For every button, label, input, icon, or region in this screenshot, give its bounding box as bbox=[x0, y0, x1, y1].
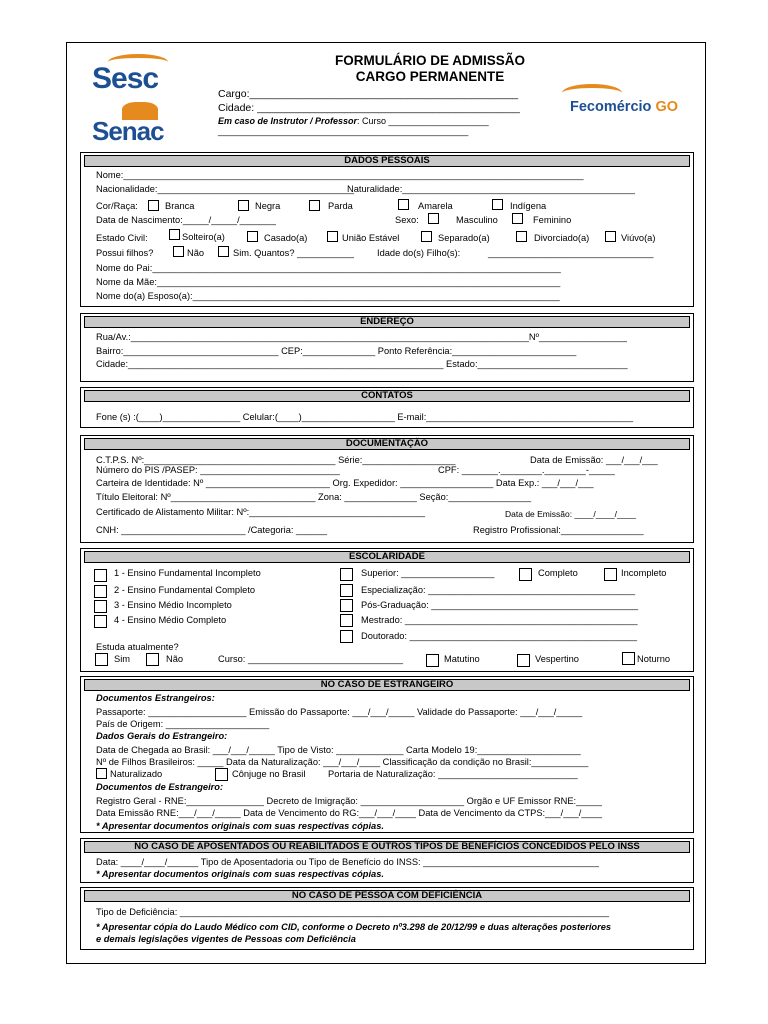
doutorado-checkbox[interactable] bbox=[340, 630, 353, 643]
matutino-label: Matutino bbox=[444, 654, 480, 664]
negra-checkbox[interactable] bbox=[238, 200, 249, 211]
naturalizado-label: Naturalizado bbox=[110, 769, 163, 779]
naturalidade-field[interactable]: Naturalidade:_____________________________________________ bbox=[347, 184, 635, 194]
sexo-label: Sexo: bbox=[395, 215, 419, 225]
medio-comp-label: 4 - Ensino Médio Completo bbox=[114, 615, 227, 625]
estado-civil-label: Estado Civil: bbox=[96, 233, 148, 243]
divorciado-label: Divorciado(a) bbox=[534, 233, 590, 243]
cidade-estado-field[interactable]: Cidade:_____________________________________________________________ Estado:_____________________________ bbox=[96, 359, 628, 369]
ctps-emissao-field[interactable]: Data de Emissão: ___/___/___ bbox=[530, 455, 658, 465]
section-header: DOCUMENTAÇÃO bbox=[84, 438, 690, 450]
filhos-nao-label: Não bbox=[187, 248, 205, 258]
completo-checkbox[interactable] bbox=[519, 568, 532, 581]
dados-gerais-heading: Dados Gerais do Estrangeiro: bbox=[96, 731, 228, 741]
pis-field[interactable]: Número do PIS /PASEP: ___________________________ bbox=[96, 465, 340, 475]
estuda-sim-checkbox[interactable] bbox=[95, 653, 108, 666]
militar-emissao-field[interactable]: Data de Emissão: ____/____/____ bbox=[505, 509, 636, 519]
portaria-field[interactable]: Portaria de Naturalização: ___________________________ bbox=[328, 769, 578, 779]
registro-field[interactable]: Registro Profissional:________________ bbox=[473, 525, 644, 535]
medio-inc-label: 3 - Ensino Médio Incompleto bbox=[114, 600, 232, 610]
viuvo-checkbox[interactable] bbox=[605, 231, 616, 242]
sesc-swoosh bbox=[108, 54, 168, 70]
feminino-label: Feminino bbox=[533, 215, 572, 225]
section-header: ENDEREÇO bbox=[84, 316, 690, 328]
fund-inc-label: 1 - Ensino Fundamental Incompleto bbox=[114, 568, 261, 578]
solteiro-label: Solteiro(a) bbox=[182, 232, 225, 242]
negra-label: Negra bbox=[255, 201, 281, 211]
chegada-field[interactable]: Data de Chegada ao Brasil: ___/___/_____ Tipo de Visto: _____________ Carta Modelo 19:____________________ bbox=[96, 745, 581, 755]
superior-field[interactable]: Superior: __________________ bbox=[361, 568, 495, 578]
conjuge-label: Cônjuge no Brasil bbox=[232, 769, 306, 779]
parda-label: Parda bbox=[328, 201, 353, 211]
branca-label: Branca bbox=[165, 201, 195, 211]
senac-logo: Senac bbox=[92, 116, 164, 146]
conjuge-checkbox[interactable] bbox=[215, 768, 228, 781]
instrutor-field[interactable]: Em caso de Instrutor / Professor: Curso ____________________ bbox=[218, 116, 489, 126]
amarela-label: Amarela bbox=[418, 201, 453, 211]
section-header: NO CASO DE ESTRANGEIRO bbox=[84, 679, 690, 691]
section-header: CONTATOS bbox=[84, 390, 690, 402]
fund-comp-label: 2 - Ensino Fundamental Completo bbox=[114, 585, 256, 595]
indigena-label: Indígena bbox=[510, 201, 547, 211]
passaporte-field[interactable]: Passaporte: ___________________ Emissão do Passaporte: ___/___/_____ Validade do Passaporte: ___/___/_____ bbox=[96, 707, 583, 717]
separado-checkbox[interactable] bbox=[421, 231, 432, 242]
fund-comp-checkbox[interactable] bbox=[94, 585, 107, 598]
section-header: DADOS PESSOAIS bbox=[84, 155, 690, 167]
nome-mae-field[interactable]: Nome da Mãe:______________________________________________________________________________ bbox=[96, 277, 561, 287]
rua-field[interactable]: Rua/Av.:_____________________________________________________________________________Nº_________________ bbox=[96, 332, 627, 342]
cnh-field[interactable]: CNH: ________________________ /Categoria: ______ bbox=[96, 525, 328, 535]
emissao-rne-field[interactable]: Data Emissão RNE:___/___/_____ Data de Vencimento do RG:___/___/____ Data de Vencimento da CTPS:___/___/____ bbox=[96, 808, 602, 818]
ctps-field[interactable]: C.T.P.S. Nº:_____________________________________ Série:__________________ bbox=[96, 455, 456, 465]
mestrado-field[interactable]: Mestrado: _____________________________________________ bbox=[361, 615, 638, 625]
divorciado-checkbox[interactable] bbox=[516, 231, 527, 242]
contatos-field[interactable]: Fone (s) :(____)_______________ Celular:(____)__________________ E-mail:________________________________________ bbox=[96, 412, 634, 422]
deficiencia-note-1: * Apresentar cópia do Laudo Médico com CID, conforme o Decreto nº3.298 de 20/12/99 e duas alterações posteriores bbox=[96, 922, 612, 932]
feminino-checkbox[interactable] bbox=[512, 213, 523, 224]
incompleto-label: Incompleto bbox=[621, 568, 667, 578]
noturno-checkbox[interactable] bbox=[622, 652, 635, 665]
nome-pai-field[interactable]: Nome do Pai:_______________________________________________________________________________ bbox=[96, 263, 561, 273]
medio-inc-checkbox[interactable] bbox=[94, 600, 107, 613]
fecomercio-logo: Fecomércio GO bbox=[570, 99, 678, 115]
nascimento-field[interactable]: Data de Nascimento:_____/_____/_______ bbox=[96, 215, 276, 225]
titulo-field[interactable]: Título Eleitoral: Nº____________________________ Zona: ______________ Seção:________________ bbox=[96, 492, 532, 502]
parda-checkbox[interactable] bbox=[309, 200, 320, 211]
vespertino-label: Vespertino bbox=[535, 654, 579, 664]
form-title: FORMULÁRIO DE ADMISSÃO bbox=[335, 53, 525, 68]
nacionalidade-field[interactable]: Nacionalidade:______________________________________ bbox=[96, 184, 354, 194]
estrangeiro-note: * Apresentar documentos originais com suas respectivas cópias. bbox=[96, 821, 384, 831]
filhos-sim-checkbox[interactable] bbox=[218, 246, 229, 257]
form-subtitle: CARGO PERMANENTE bbox=[355, 69, 505, 84]
cpf-field[interactable]: CPF: _______.________.________-_____ bbox=[438, 465, 615, 475]
aposentadoria-field[interactable]: Data: ____/____/______ Tipo de Aposentadoria ou Tipo de Benefício do INSS: __________________________________ bbox=[96, 857, 599, 867]
separado-label: Separado(a) bbox=[438, 233, 490, 243]
nome-esposo-field[interactable]: Nome do(a) Esposo(a):_______________________________________________________________________ bbox=[96, 291, 560, 301]
tipo-deficiencia-field[interactable]: Tipo de Deficiência: ___________________________________________________________________________________ bbox=[96, 907, 610, 917]
cargo-field[interactable]: Cargo:______________________________________________ bbox=[218, 88, 519, 100]
cor-raca-label: Cor/Raça: bbox=[96, 201, 138, 211]
rne-field[interactable]: Registro Geral - RNE:_______________ Decreto de Imigração: ____________________ Orgão e UF Emissor RNE:_____ bbox=[96, 796, 602, 806]
identidade-field[interactable]: Carteira de Identidade: Nº ________________________ Org. Expedidor: __________________ Data Exp.: ___/___/___ bbox=[96, 478, 594, 488]
pos-field[interactable]: Pós-Graduação: ________________________________________ bbox=[361, 600, 639, 610]
sim-quantos-field[interactable]: Sim. Quantos? ___________ bbox=[233, 248, 354, 258]
pos-checkbox[interactable] bbox=[340, 599, 353, 612]
casado-label: Casado(a) bbox=[264, 233, 308, 243]
matutino-checkbox[interactable] bbox=[426, 654, 439, 667]
militar-field[interactable]: Certificado de Alistamento Militar: Nº:__________________________________ bbox=[96, 507, 426, 517]
especializacao-field[interactable]: Especialização: ________________________________________ bbox=[361, 585, 635, 595]
uniao-checkbox[interactable] bbox=[327, 231, 338, 242]
aposentados-note: * Apresentar documentos originais com suas respectivas cópias. bbox=[96, 869, 384, 879]
curso-field[interactable]: Curso: ______________________________ bbox=[218, 654, 404, 664]
branca-checkbox[interactable] bbox=[148, 200, 159, 211]
instrutor-line[interactable]: __________________________________________________ bbox=[218, 126, 469, 136]
section-header: ESCOLARIDADE bbox=[84, 551, 690, 563]
deficiencia-note-2: e demais legislações vigentes de Pessoas com Deficiência bbox=[96, 934, 356, 944]
masculino-checkbox[interactable] bbox=[428, 213, 439, 224]
casado-checkbox[interactable] bbox=[247, 231, 258, 242]
idade-filhos-field[interactable]: ________________________________ bbox=[488, 248, 654, 258]
bairro-field[interactable]: Bairro:______________________________ CEP:______________ Ponto Referência:________________________ bbox=[96, 346, 577, 356]
filhos-nao-checkbox[interactable] bbox=[173, 246, 184, 257]
fund-inc-checkbox[interactable] bbox=[94, 569, 107, 582]
amarela-checkbox[interactable] bbox=[398, 199, 409, 210]
filhos-brasileiros-field[interactable]: Nº de Filhos Brasileiros: _____ Data da Naturalização: ___/___/____ Classificação da condição no Brasil:___________ bbox=[96, 757, 589, 767]
viuvo-label: Viúvo(a) bbox=[621, 233, 656, 243]
incompleto-checkbox[interactable] bbox=[604, 568, 617, 581]
possui-filhos-label: Possui filhos? bbox=[96, 248, 154, 258]
superior-checkbox[interactable] bbox=[340, 568, 353, 581]
estuda-nao-label: Não bbox=[166, 654, 184, 664]
section-header: NO CASO DE PESSOA COM DEFICIÊNCIA bbox=[84, 890, 690, 902]
section-header: NO CASO DE APOSENTADOS OU REABILITADOS E OUTROS TIPOS DE BENEFÍCIOS CONCEDIDOS PELO INSS bbox=[84, 841, 690, 853]
doutorado-field[interactable]: Doutorado: ____________________________________________ bbox=[361, 631, 638, 641]
sesc-logo: Sesc bbox=[92, 62, 159, 95]
estuda-nao-checkbox[interactable] bbox=[146, 653, 159, 666]
naturalizado-checkbox[interactable] bbox=[96, 768, 107, 779]
solteiro-checkbox[interactable] bbox=[169, 229, 180, 240]
nome-field[interactable]: Nome:_________________________________________________________________________________________ bbox=[96, 170, 584, 180]
especializacao-checkbox[interactable] bbox=[340, 584, 353, 597]
pais-origem-field[interactable]: País de Origem: ____________________ bbox=[96, 719, 270, 729]
vespertino-checkbox[interactable] bbox=[517, 654, 530, 667]
masculino-label: Masculino bbox=[456, 215, 498, 225]
medio-comp-checkbox[interactable] bbox=[94, 615, 107, 628]
docs-estrangeiro-heading: Documentos de Estrangeiro: bbox=[96, 782, 224, 792]
indigena-checkbox[interactable] bbox=[492, 199, 503, 210]
completo-label: Completo bbox=[538, 568, 578, 578]
docs-estrangeiros-heading: Documentos Estrangeiros: bbox=[96, 693, 215, 703]
estuda-label: Estuda atualmente? bbox=[96, 642, 179, 652]
cidade-field[interactable]: Cidade: _____________________________________________ bbox=[218, 102, 520, 114]
idade-filhos-label: Idade do(s) Filho(s): bbox=[377, 248, 461, 258]
noturno-label: Noturno bbox=[637, 654, 671, 664]
estuda-sim-label: Sim bbox=[114, 654, 131, 664]
mestrado-checkbox[interactable] bbox=[340, 614, 353, 627]
uniao-label: União Estável bbox=[342, 233, 400, 243]
